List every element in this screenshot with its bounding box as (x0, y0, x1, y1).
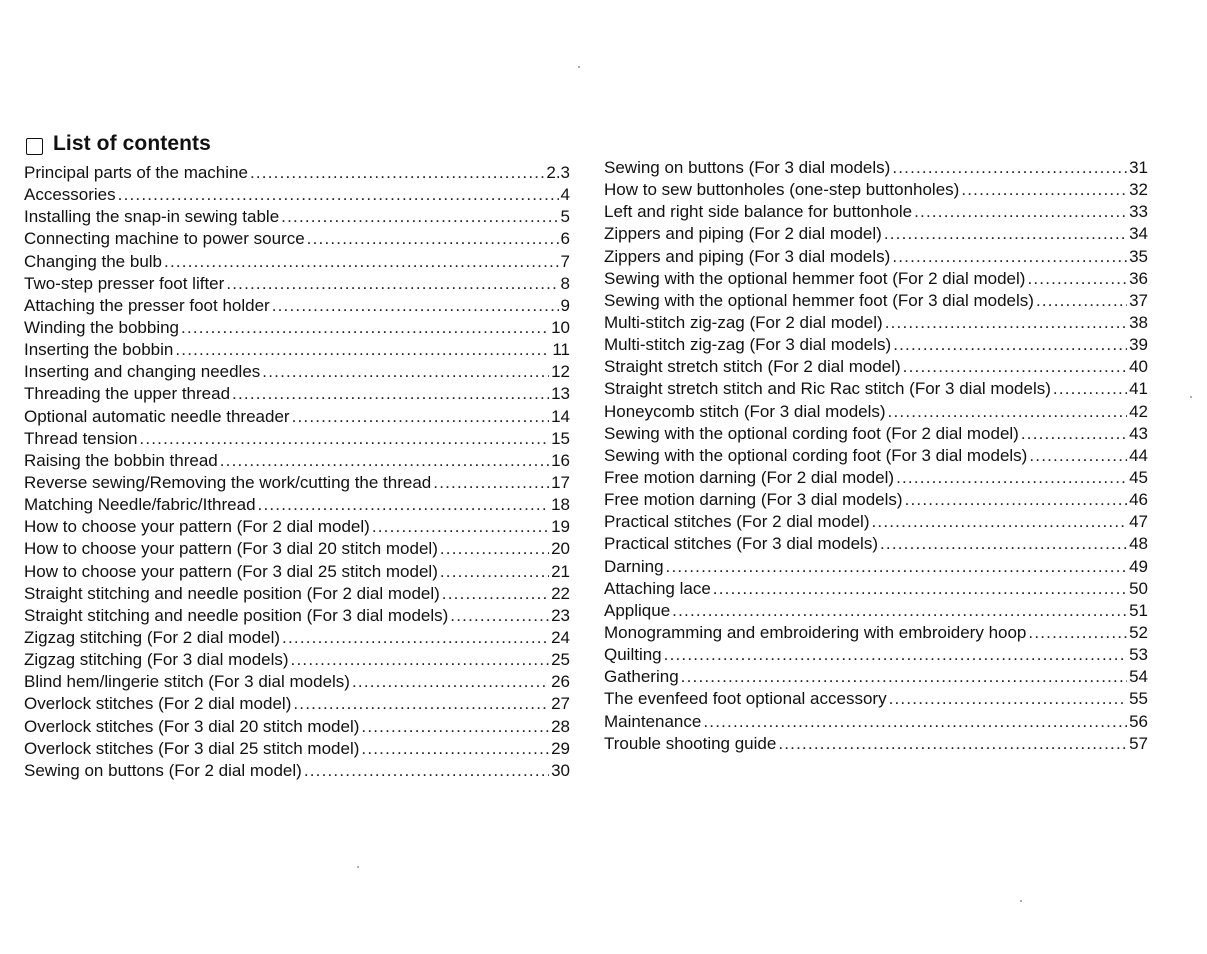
scan-speck (578, 66, 580, 68)
entry-title: Reverse sewing/Removing the work/cutting the thread (24, 472, 432, 492)
entry-title: Zippers and piping (For 3 dial models) (604, 246, 891, 266)
contents-entry (604, 334, 1148, 356)
entry-title: How to choose your pattern (For 3 dial 25 stitch model) (24, 561, 438, 581)
dot-leader (1053, 378, 1127, 400)
contents-entry (604, 290, 1148, 312)
entry-page-number: 48 (1129, 534, 1148, 554)
dot-leader (262, 361, 549, 383)
dot-leader (889, 688, 1128, 710)
contents-column-right (604, 157, 1148, 755)
contents-entry (24, 472, 570, 494)
dot-leader (304, 760, 549, 782)
contents-entry (24, 428, 570, 450)
entry-title: Sewing with the optional cording foot (For 3 dial models) (604, 445, 1028, 465)
entry-title: Darning (604, 556, 664, 576)
contents-entry (604, 423, 1148, 445)
dot-leader (433, 472, 549, 494)
contents-entry (24, 450, 570, 472)
contents-entry (604, 533, 1148, 555)
entry-title: Attaching lace (604, 578, 711, 598)
contents-entry (24, 184, 570, 206)
contents-entry (24, 273, 570, 295)
contents-entry (604, 157, 1148, 179)
dot-leader (282, 627, 549, 649)
entry-page-number: 5 (560, 207, 570, 227)
dot-leader (892, 246, 1127, 268)
entry-page-number: 13 (551, 384, 570, 404)
entry-title: Optional automatic needle threader (24, 406, 290, 426)
entry-page-number: 8 (560, 273, 570, 293)
contents-entry (604, 644, 1148, 666)
dot-leader (1029, 445, 1127, 467)
contents-entry (604, 268, 1148, 290)
entry-title: Applique (604, 600, 671, 620)
dot-leader (681, 666, 1127, 688)
entry-title: Changing the bulb (24, 251, 163, 271)
entry-page-number: 9 (560, 295, 570, 315)
dot-leader (232, 383, 549, 405)
entry-page-number: 10 (551, 317, 570, 337)
dot-leader (440, 538, 549, 560)
entry-page-number: 18 (551, 495, 570, 515)
entry-page-number: 43 (1129, 423, 1148, 443)
heading-text: List of contents (53, 132, 211, 155)
contents-entry (604, 445, 1148, 467)
dot-leader (181, 317, 549, 339)
entry-page-number: 23 (551, 605, 570, 625)
dot-leader (139, 428, 549, 450)
entry-page-number: 16 (551, 450, 570, 470)
dot-leader (440, 561, 549, 583)
dot-leader (892, 157, 1127, 179)
entry-page-number: 52 (1129, 622, 1148, 642)
contents-entry (24, 339, 570, 361)
contents-entry (24, 228, 570, 250)
dot-leader (778, 733, 1127, 755)
dot-leader (292, 406, 550, 428)
dot-leader (664, 644, 1127, 666)
dot-leader (361, 716, 549, 738)
entry-page-number: 26 (551, 672, 570, 692)
entry-title: Practical stitches (For 3 dial models) (604, 534, 878, 554)
contents-entry (604, 511, 1148, 533)
entry-page-number: 39 (1129, 335, 1148, 355)
contents-entry (24, 693, 570, 715)
entry-title: How to sew buttonholes (one-step buttonholes) (604, 180, 960, 200)
contents-entry (24, 561, 570, 583)
contents-entry (604, 622, 1148, 644)
contents-entry (604, 356, 1148, 378)
entry-title: Winding the bobbing (24, 317, 180, 337)
contents-entry (24, 738, 570, 760)
entry-page-number: 28 (551, 716, 570, 736)
dot-leader (272, 295, 559, 317)
dot-leader (307, 228, 559, 250)
entry-page-number: 53 (1129, 645, 1148, 665)
entry-page-number: 35 (1129, 246, 1148, 266)
contents-entry (24, 162, 570, 184)
contents-entry (24, 206, 570, 228)
entry-title: Gathering (604, 667, 679, 687)
dot-leader (175, 339, 550, 361)
entry-page-number: 37 (1129, 290, 1148, 310)
contents-entry (604, 711, 1148, 733)
entry-page-number: 17 (551, 472, 570, 492)
entry-title: Free motion darning (For 3 dial models) (604, 490, 903, 510)
contents-entry (604, 733, 1148, 755)
contents-entry (604, 578, 1148, 600)
entry-page-number: 56 (1129, 711, 1148, 731)
entry-page-number: 32 (1129, 180, 1148, 200)
entry-title: How to choose your pattern (For 3 dial 20 stitch model) (24, 539, 438, 559)
dot-leader (713, 578, 1127, 600)
contents-entry (24, 583, 570, 605)
contents-entry (24, 605, 570, 627)
entry-page-number: 20 (551, 539, 570, 559)
entry-title: Overlock stitches (For 3 dial 20 stitch model) (24, 716, 360, 736)
entry-title: Quilting (604, 645, 662, 665)
entry-page-number: 57 (1129, 733, 1148, 753)
entry-title: Straight stretch stitch and Ric Rac stitch (For 3 dial models) (604, 379, 1051, 399)
contents-entry (24, 516, 570, 538)
entry-title: Multi-stitch zig-zag (For 2 dial model) (604, 312, 883, 332)
contents-entry (604, 179, 1148, 201)
contents-entry (604, 688, 1148, 710)
entry-title: Principal parts of the machine (24, 163, 248, 182)
entry-page-number: 49 (1129, 556, 1148, 576)
contents-entry (604, 312, 1148, 334)
contents-entry (24, 760, 570, 782)
entry-page-number: 54 (1129, 667, 1148, 687)
dot-leader (903, 356, 1127, 378)
entry-title: Zippers and piping (For 2 dial model) (604, 224, 882, 244)
entry-page-number: 50 (1129, 578, 1148, 598)
contents-entry (24, 538, 570, 560)
entry-page-number: 44 (1129, 445, 1148, 465)
contents-heading (26, 132, 211, 156)
entry-page-number: 15 (551, 428, 570, 448)
contents-entry (604, 378, 1148, 400)
entry-page-number: 11 (552, 340, 570, 360)
contents-entry (604, 600, 1148, 622)
contents-entry (24, 627, 570, 649)
entry-page-number: 34 (1129, 224, 1148, 244)
entry-page-number: 14 (551, 406, 570, 426)
dot-leader (1021, 423, 1127, 445)
contents-entry (24, 317, 570, 339)
entry-page-number: 42 (1129, 401, 1148, 421)
dot-leader (450, 605, 549, 627)
entry-title: Practical stitches (For 2 dial model) (604, 512, 870, 532)
contents-entry (604, 666, 1148, 688)
contents-entry (604, 401, 1148, 423)
dot-leader (1036, 290, 1127, 312)
entry-title: Two-step presser foot lifter (24, 273, 225, 293)
entry-page-number: 41 (1129, 379, 1148, 399)
entry-title: Raising the bobbin thread (24, 450, 218, 470)
dot-leader (220, 450, 549, 472)
entry-title: Sewing on buttons (For 3 dial models) (604, 158, 891, 177)
entry-title: Installing the snap-in sewing table (24, 207, 280, 227)
contents-entry (604, 223, 1148, 245)
entry-page-number: 51 (1129, 600, 1148, 620)
contents-column-left (24, 162, 570, 782)
contents-entry (604, 489, 1148, 511)
entry-title: Free motion darning (For 2 dial model) (604, 467, 895, 487)
entry-title: Sewing with the optional hemmer foot (For 2 dial model) (604, 268, 1026, 288)
contents-entry (24, 406, 570, 428)
entry-page-number: 12 (551, 362, 570, 382)
entry-title: Thread tension (24, 428, 138, 448)
dot-leader (281, 206, 558, 228)
scan-speck (1020, 900, 1022, 902)
contents-entry (604, 556, 1148, 578)
entry-title: Straight stitching and needle position (For 3 dial models) (24, 605, 449, 625)
dot-leader (118, 184, 559, 206)
dot-leader (372, 516, 549, 538)
entry-title: Sewing with the optional hemmer foot (For 3 dial models) (604, 290, 1034, 310)
dot-leader (258, 494, 550, 516)
contents-entry (604, 467, 1148, 489)
dot-leader (672, 600, 1127, 622)
entry-page-number: 21 (551, 561, 570, 581)
entry-title: Overlock stitches (For 3 dial 25 stitch model) (24, 738, 360, 758)
entry-page-number: 7 (560, 251, 570, 271)
checkbox-icon (26, 138, 43, 155)
entry-page-number: 40 (1129, 357, 1148, 377)
entry-page-number: 45 (1129, 467, 1148, 487)
entry-page-number: 38 (1129, 312, 1148, 332)
dot-leader (905, 489, 1128, 511)
entry-page-number: 33 (1129, 202, 1148, 222)
contents-entry (24, 671, 570, 693)
entry-page-number: 47 (1129, 512, 1148, 532)
dot-leader (352, 671, 549, 693)
dot-leader (666, 556, 1128, 578)
dot-leader (1028, 622, 1127, 644)
entry-page-number: 36 (1129, 268, 1148, 288)
dot-leader (961, 179, 1127, 201)
dot-leader (442, 583, 549, 605)
contents-entry (24, 361, 570, 383)
dot-leader (896, 467, 1127, 489)
dot-leader (884, 223, 1127, 245)
entry-page-number: 31 (1129, 158, 1148, 177)
contents-entry (24, 494, 570, 516)
dot-leader (361, 738, 549, 760)
entry-page-number: 29 (551, 738, 570, 758)
dot-leader (1027, 268, 1127, 290)
contents-entry (604, 201, 1148, 223)
entry-title: Matching Needle/fabric/Ithread (24, 495, 256, 515)
entry-title: The evenfeed foot optional accessory (604, 689, 887, 709)
entry-page-number: 24 (551, 627, 570, 647)
dot-leader (164, 251, 559, 273)
entry-title: Attaching the presser foot holder (24, 295, 270, 315)
dot-leader (291, 649, 550, 671)
entry-title: Overlock stitches (For 2 dial model) (24, 694, 292, 714)
entry-page-number: 22 (551, 583, 570, 603)
dot-leader (871, 511, 1127, 533)
entry-title: Inserting the bobbin (24, 340, 174, 360)
dot-leader (880, 533, 1127, 555)
dot-leader (914, 201, 1127, 223)
entry-title: Honeycomb stitch (For 3 dial models) (604, 401, 886, 421)
entry-page-number: 30 (551, 760, 570, 780)
scan-speck (1190, 396, 1192, 398)
dot-leader (885, 312, 1127, 334)
entry-page-number: 2.3 (546, 163, 570, 182)
entry-title: Sewing on buttons (For 2 dial model) (24, 760, 302, 780)
contents-entry (24, 251, 570, 273)
entry-title: Straight stretch stitch (For 2 dial model) (604, 357, 901, 377)
entry-page-number: 46 (1129, 490, 1148, 510)
entry-title: How to choose your pattern (For 2 dial model) (24, 517, 370, 537)
entry-title: Threading the upper thread (24, 384, 231, 404)
entry-page-number: 27 (551, 694, 570, 714)
dot-leader (293, 693, 549, 715)
entry-title: Sewing with the optional cording foot (For 2 dial model) (604, 423, 1019, 443)
dot-leader (226, 273, 558, 295)
entry-title: Left and right side balance for buttonhole (604, 202, 913, 222)
entry-title: Straight stitching and needle position (For 2 dial model) (24, 583, 440, 603)
entry-page-number: 55 (1129, 689, 1148, 709)
entry-title: Accessories (24, 185, 116, 205)
entry-title: Maintenance (604, 711, 702, 731)
dot-leader (893, 334, 1127, 356)
contents-entry (24, 383, 570, 405)
dot-leader (250, 162, 544, 184)
entry-title: Monogramming and embroidering with embroidery hoop (604, 622, 1027, 642)
contents-entry (24, 649, 570, 671)
entry-page-number: 25 (551, 650, 570, 670)
scan-speck (357, 866, 359, 868)
entry-title: Connecting machine to power source (24, 229, 305, 249)
entry-title: Inserting and changing needles (24, 362, 261, 382)
entry-title: Blind hem/lingerie stitch (For 3 dial models) (24, 672, 350, 692)
entry-title: Zigzag stitching (For 3 dial models) (24, 650, 289, 670)
contents-entry (24, 295, 570, 317)
entry-title: Zigzag stitching (For 2 dial model) (24, 627, 281, 647)
contents-entry (604, 246, 1148, 268)
dot-leader (888, 401, 1128, 423)
entry-title: Multi-stitch zig-zag (For 3 dial models) (604, 335, 892, 355)
contents-entry (24, 716, 570, 738)
entry-title: Trouble shooting guide (604, 733, 777, 753)
entry-page-number: 19 (551, 517, 570, 537)
entry-page-number: 6 (560, 229, 570, 249)
entry-page-number: 4 (560, 185, 570, 205)
dot-leader (703, 711, 1127, 733)
